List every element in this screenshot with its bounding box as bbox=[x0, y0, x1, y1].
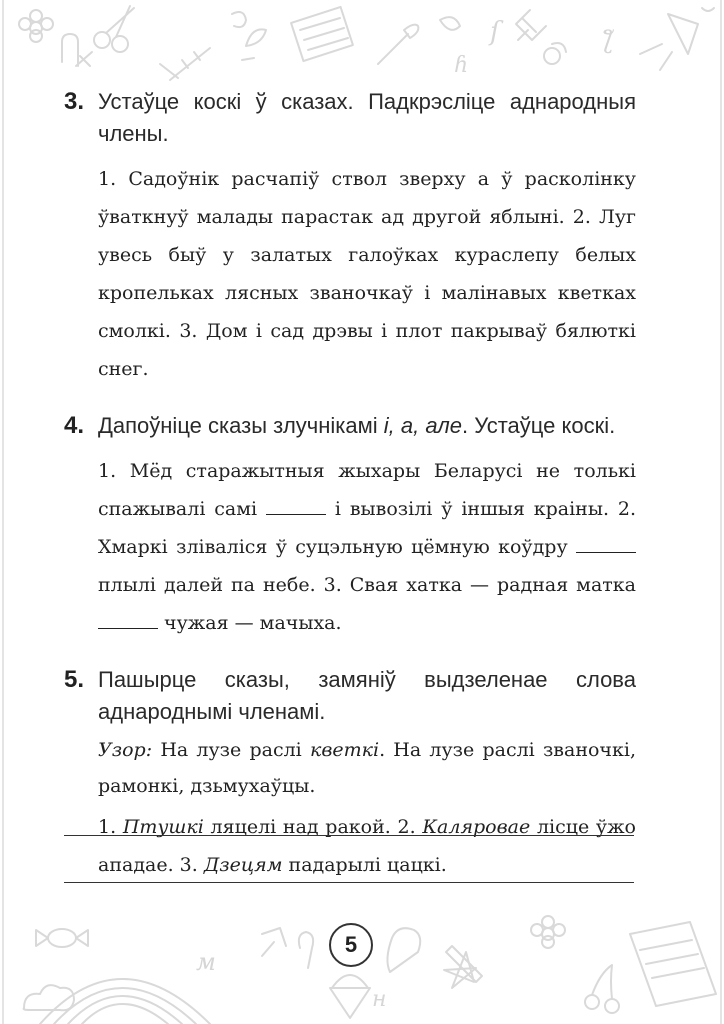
letter-n-doodle: н bbox=[372, 987, 387, 1012]
letter-doodle-2: ƪ bbox=[604, 26, 612, 54]
flower-doodle-icon bbox=[19, 10, 53, 42]
star-doodle-icon bbox=[702, 8, 714, 11]
letter-s-doodle: ſ bbox=[490, 17, 500, 47]
task-text bbox=[98, 160, 636, 388]
highlighted-word: Дзецям bbox=[203, 854, 283, 876]
task-number: 3. bbox=[64, 88, 85, 115]
pattern-text: . На лузе раслі званочкі, рамонкі, дзьмухаўцы. bbox=[98, 739, 636, 797]
page-edge-right bbox=[720, 0, 722, 1024]
pin-doodle-icon bbox=[76, 52, 92, 66]
sentence-part: 1. bbox=[98, 816, 123, 838]
sentence-part: плылі далей па небе. 3. Свая хатка — радная матка bbox=[98, 574, 636, 596]
ruler-doodle-icon bbox=[160, 48, 210, 80]
pattern-text: На лузе раслі bbox=[152, 739, 310, 761]
clip-doodle-icon bbox=[299, 932, 313, 968]
star-doodle-icon bbox=[444, 952, 476, 988]
flower-doodle-icon bbox=[531, 916, 565, 948]
task-instruction: Пашырце сказы, замяніў выдзеленае слова аднароднымі членамі. bbox=[98, 667, 636, 724]
page-number: 5 bbox=[329, 923, 373, 967]
highlighted-word: Птушкі bbox=[122, 816, 204, 838]
task-instruction: Устаўце коскі ў сказах. Падкрэсліце аднародныя члены. bbox=[98, 89, 636, 146]
cherry-doodle-icon bbox=[585, 965, 619, 1013]
task-instruction bbox=[98, 410, 636, 442]
task-text bbox=[98, 452, 636, 642]
letter-m-doodle: м bbox=[196, 948, 216, 976]
task-number: 5. bbox=[64, 666, 85, 693]
letter-doodle: ɦ bbox=[454, 53, 469, 78]
scissors-doodle-icon bbox=[94, 6, 134, 52]
answer-blank[interactable] bbox=[266, 498, 326, 515]
thumbtack-doodle-icon bbox=[516, 10, 546, 40]
sentence-part: ляцелі над ракой. 2. bbox=[203, 816, 423, 838]
book-doodle-icon bbox=[630, 922, 716, 1006]
swirl-doodle-icon bbox=[232, 12, 246, 27]
task-3 bbox=[64, 86, 636, 388]
conjunctions-list: і, а, але bbox=[383, 413, 462, 438]
bell-doodle-icon bbox=[387, 928, 420, 972]
paintbrush-doodle-icon bbox=[378, 25, 418, 64]
leaf-doodle-icon bbox=[440, 17, 460, 30]
task-text bbox=[98, 808, 636, 884]
highlighted-word: кветкі bbox=[309, 739, 380, 761]
cycle-doodle-icon bbox=[544, 43, 566, 64]
highlighted-word: Каляровае bbox=[422, 816, 531, 838]
pattern-example bbox=[98, 732, 636, 804]
answer-blank[interactable] bbox=[576, 536, 636, 553]
pencil-doodle-icon bbox=[446, 946, 482, 982]
answer-blank[interactable] bbox=[98, 612, 158, 629]
task-number: 4. bbox=[64, 412, 85, 439]
pattern-label: Узор: bbox=[98, 739, 153, 761]
sentence-part: і вывозілі ў іншыя краіны. 2. Хмаркі зліваліся ў суцэльную цёмную коўдру bbox=[98, 498, 636, 558]
note-doodle-icon bbox=[242, 29, 266, 60]
exercise-content bbox=[64, 86, 636, 906]
paperclip-doodle-icon bbox=[62, 34, 78, 66]
top-doodle-border bbox=[0, 0, 724, 82]
sentence-part: 1. Мёд старажытныя жыхары Беларусі не толькі спажывалі самі bbox=[98, 460, 636, 520]
instruction-part: . Устаўце коскі. bbox=[461, 413, 616, 438]
instruction-part: Дапоўніце сказы злучнікамі bbox=[98, 413, 384, 438]
rocket-doodle-icon bbox=[640, 14, 698, 70]
cloud-doodle-icon bbox=[24, 985, 74, 1010]
task-5 bbox=[64, 664, 636, 884]
sentence-part: чужая — мачыха. bbox=[164, 612, 342, 634]
page-edge-left bbox=[2, 0, 4, 1024]
notepad-doodle-icon bbox=[291, 7, 353, 61]
candy-doodle-icon bbox=[36, 929, 88, 947]
sentence-part: падарылі цацкі. bbox=[282, 854, 447, 876]
pushpin-doodle-icon bbox=[262, 928, 286, 956]
answer-line[interactable] bbox=[64, 882, 634, 883]
ice-cream-doodle-icon bbox=[330, 975, 370, 1018]
answer-line[interactable] bbox=[64, 835, 634, 836]
task-sentences: 1. Садоўнік расчапіў ствол зверху а ў расколінку ўваткнуў малады парастак ад другой яблыні. 2. Луг увесь быў у залатых галоўках кураслепу белых кропельках лясных званочкаў і малінавых кветках смолкі. 3. Дом і сад дрэвы і плот пакрываў бялюткі снег. bbox=[98, 168, 636, 380]
task-4 bbox=[64, 410, 636, 642]
sentence-part: лісце ўжо ападае. 3. bbox=[98, 816, 636, 876]
rainbow-doodle-icon bbox=[40, 979, 210, 1024]
